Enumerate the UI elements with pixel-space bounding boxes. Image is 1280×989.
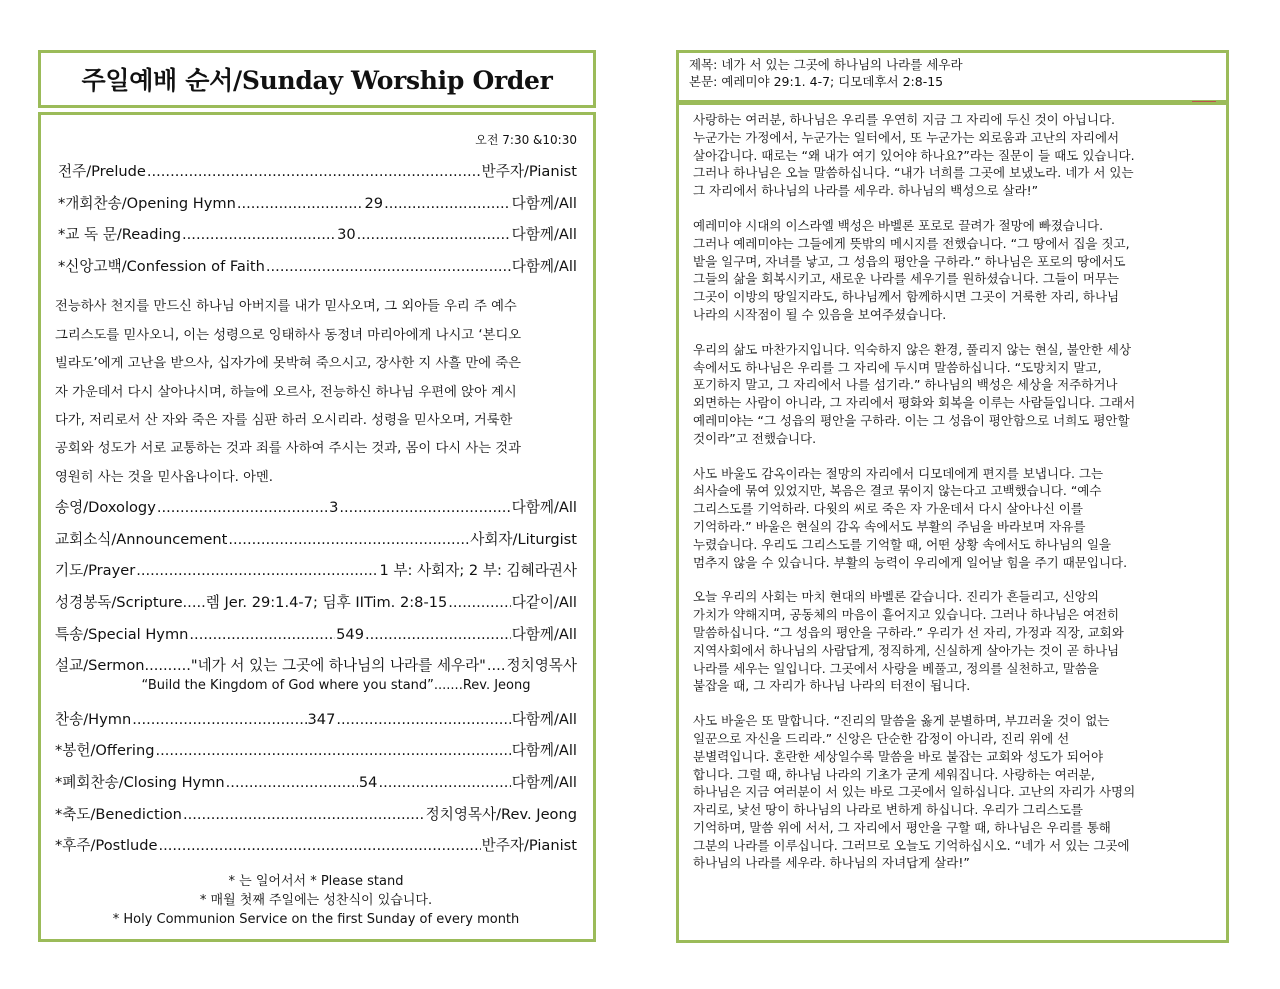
order-item-leader: 다함께/All (511, 742, 577, 760)
order-item (55, 192, 577, 224)
leader-dots (365, 626, 511, 643)
leader-dots (384, 195, 511, 212)
order-item-number: 3 (329, 499, 339, 517)
sermon-line: 살아갑니다. 때로는 “왜 내가 여기 있어야 하나요?”라는 질문이 들 때도 있습니다. (693, 147, 1135, 163)
order-item-number: 549 (336, 625, 364, 643)
order-item-label: *교 독 문/Reading (58, 226, 182, 244)
sermon-line: 예레미야 시대의 이스라엘 백성은 바벨론 포로로 끌려가 절망에 빠졌습니다. (693, 217, 1104, 233)
creed-line: 다가, 저리로서 산 자와 죽은 자를 심판 하러 오시리라. 성령을 믿사오며, 거룩한 (55, 413, 513, 428)
order-item-number: 29 (364, 194, 384, 212)
order-item-label: 전주/Prelude (58, 163, 146, 180)
leader-dots (183, 806, 425, 823)
sermon-line: 포기하지 말고, 그 자리에서 나를 섬기라.” 하나님의 백성은 세상을 저주하거나 (693, 377, 1118, 393)
creed-line: 빌라도’에게 고난을 받으사, 십자가에 못박혀 죽으시고, 장사한 지 사흘 만에 죽은 (55, 356, 521, 372)
order-item-leader: 다함께/All (511, 625, 577, 643)
order-item-leader: 정치영목사 (506, 657, 577, 675)
order-item-leader: 정치영목사/Rev. Jeong (425, 805, 577, 823)
order-item (55, 739, 577, 771)
sermon-line: 사랑하는 여러분, 하나님은 우리를 우연히 지금 그 자리에 두신 것이 아닙니다. (693, 112, 1116, 127)
sermon-line: 가치가 약해지며, 공동체의 마음이 흩어지고 있습니다. 그러나 하나님은 여전히 (693, 607, 1120, 623)
order-item-leader: 다함께/All (511, 710, 577, 728)
order-mid-list (55, 496, 577, 686)
sermon-line: 누렸습니다. 우리도 그리스도를 기억할 때, 어떤 상황 속에서도 하나님의 일을 (693, 536, 1112, 552)
leader-dots (237, 195, 364, 212)
note-line: * 매월 첫째 주일에는 성찬식이 있습니다. (199, 892, 433, 908)
sermon-english-title: “Build the Kingdom of God where you stand”.......Rev. Jeong (141, 677, 531, 693)
leader-dots (159, 837, 481, 854)
order-item-leader: 1 부: 사회자; 2 부: 김혜라권사 (379, 562, 577, 580)
order-item (55, 255, 577, 287)
order-item-number: 54 (358, 773, 378, 791)
sermon-line: 하나님의 나라를 세우라. 하나님의 자녀답게 살라!” (693, 855, 970, 871)
order-item-label: *봉헌/Offering (55, 742, 155, 760)
creed-line: 그리스도를 믿사오니, 이는 성령으로 잉태하사 동정녀 마리아에게 나시고 ‘본디오 (55, 327, 522, 343)
leader-dots (156, 742, 511, 759)
order-item-label: *폐회찬송/Closing Hymn (55, 773, 225, 791)
order-item-leader: 다함께/All (511, 226, 577, 244)
order-item (55, 223, 577, 255)
page-title: 주일예배 순서/Sunday Worship Order (81, 66, 553, 95)
leader-dots (189, 626, 335, 643)
order-item-label: 특송/Special Hymn (55, 625, 189, 643)
order-item (55, 591, 577, 623)
order-bottom-list (55, 708, 577, 866)
order-item-leader: 다함께/All (511, 499, 577, 517)
order-item (55, 803, 577, 835)
sermon-line: 나라의 시작점이 될 수 있음을 보여주셨습니다. (693, 306, 947, 322)
service-time: 오전 7:30 &10:30 (475, 133, 577, 147)
order-item-label: *신앙고백/Confession of Faith (58, 257, 265, 275)
order-item-leader: 다함께/All (511, 257, 577, 275)
sermon-line: 기억하라.” 바울은 현실의 감옥 속에서도 부활의 주님을 바라보며 자유를 (693, 518, 1086, 534)
order-item-label: 교회소식/Announcement (55, 530, 228, 548)
sermon-line: 그분의 나라를 이루십니다. 그러므로 오늘도 기억하십시오. “네가 서 있는 그곳에 (693, 837, 1130, 853)
sermon-line: 그 자리에서 하나님의 나라를 세우라. 하나님의 백성으로 살라!” (693, 183, 1039, 199)
order-item (55, 771, 577, 803)
order-item (55, 528, 577, 560)
notes (55, 872, 577, 929)
order-item (55, 160, 577, 192)
leader-dots (336, 711, 510, 728)
note-line: * Holy Communion Service on the first Sunday of every month (112, 911, 520, 927)
sermon-line: 기억하며, 말씀 위에 서서, 그 자리에서 평안을 구할 때, 하나님은 우리를 통해 (693, 819, 1111, 835)
order-item-leader: 다같이/All (511, 594, 577, 611)
leader-dots (339, 499, 510, 516)
order-item-label: 찬송/Hymn (55, 710, 132, 728)
leader-dots (226, 774, 358, 791)
sermon-line: 누군가는 가정에서, 누군가는 일터에서, 또 누군가는 외로움과 고난의 자리에서 (693, 129, 1120, 145)
leader-dots (157, 499, 328, 516)
sermon-line: 예레미야는 “그 성읍의 평안을 구하라. 이는 그 성읍이 평안함으로 너희도 평안할 (693, 412, 1130, 428)
apostles-creed (55, 293, 577, 492)
order-item-leader: 다함께/All (511, 773, 577, 791)
leader-dots (448, 594, 510, 611)
worship-order-panel (38, 112, 596, 942)
sermon-line: 분별력입니다. 혼란한 세상일수록 말씀을 바로 붙잡는 교회와 성도가 되어야 (693, 748, 1104, 764)
creed-line: 전능하사 천지를 만드신 하나님 아버지를 내가 믿사오며, 그 외아들 우리 주 예수 (55, 299, 517, 315)
sermon-paragraph (693, 712, 1216, 872)
order-item-leader: 다함께/All (511, 194, 577, 212)
sermon-line: 그러나 하나님은 오늘 말씀하십니다. “내가 너희를 그곳에 보냈노라. 네가 서 있는 (693, 165, 1134, 181)
sermon-line: 오늘 우리의 사회는 마치 현대의 바벨론 같습니다. 진리가 흔들리고, 신앙의 (693, 589, 1099, 605)
order-item-label: *개회찬송/Opening Hymn (58, 194, 236, 212)
sermon-line: 사도 바울도 감옥이라는 절망의 자리에서 디모데에게 편지를 보냅니다. 그는 (693, 465, 1104, 481)
order-item-label: *축도/Benediction (55, 805, 182, 823)
title-panel (38, 50, 596, 108)
order-item (55, 559, 577, 591)
leader-dots (266, 258, 511, 275)
sermon-paragraph (693, 341, 1216, 448)
sermon-line: 멈추지 않을 수 있습니다. 부활의 능력이 우리에게 일어날 힘을 주기 때문입니다. (693, 554, 1128, 570)
sermon-line: 외면하는 사람이 아니라, 그 자리에서 평화와 회복을 이루는 사람들입니다. 그래서 (693, 395, 1136, 411)
sermon-header-panel (676, 50, 1229, 103)
sermon-paragraph (693, 111, 1216, 200)
order-item-number: 347 (307, 710, 336, 728)
creed-line: 공회와 성도가 서로 교통하는 것과 죄를 사하여 주시는 것과, 몸이 다시 사는 것과 (55, 441, 521, 457)
leader-dots (182, 226, 336, 243)
order-item-leader: 반주자/Pianist (481, 837, 577, 855)
sermon-line: 지역사회에서 하나님의 사람답게, 정직하게, 신실하게 살아가는 것이 곧 하나님 (693, 642, 1120, 658)
sermon-line: 그곳이 이방의 땅일지라도, 하나님께서 함께하시면 그곳이 거룩한 자리, 하나님 (693, 289, 1120, 305)
sermon-line: 일꾼으로 자신을 드리라.” 신앙은 단순한 감정이 아니라, 진리 위에 선 (693, 730, 1070, 746)
sermon-paragraph (693, 588, 1216, 695)
sermon-paragraph (693, 465, 1216, 572)
order-item-label: 성경봉독/Scripture.....렘 Jer. 29:1.4-7; 딤후 IITim. 2:8-15 (55, 594, 448, 611)
note-line: * 는 일어서서 * Please stand (228, 873, 404, 889)
sermon-body-panel (676, 102, 1229, 943)
sermon-line: 합니다. 그럴 때, 하나님 나라의 기초가 굳게 세워집니다. 사랑하는 여러분, (693, 766, 1095, 782)
order-item-number: 30 (337, 226, 356, 244)
leader-dots (132, 711, 306, 728)
sermon-line: 그들의 삶을 회복시키고, 새로운 나라를 세우기를 원하셨습니다. 그들이 머무는 (693, 271, 1120, 287)
order-item (55, 623, 577, 655)
order-item-leader: 사회자/Liturgist (470, 530, 577, 548)
leader-dots (487, 657, 506, 674)
sermon-line: 그리스도를 기억하라. 다윗의 씨로 죽은 자 가운데서 다시 살아나신 이를 (693, 501, 1083, 517)
leader-dots (357, 226, 511, 243)
order-item-label: 기도/Prayer (55, 562, 136, 580)
sermon-line: 그러나 예레미야는 그들에게 뜻밖의 메시지를 전했습니다. “그 땅에서 집을 짓고, (693, 235, 1130, 251)
order-item-label: 송영/Doxology (55, 499, 156, 517)
order-item-label: *후주/Postlude (55, 837, 158, 855)
leader-dots (136, 562, 378, 579)
sermon-line: 쇠사슬에 묶여 있었지만, 복음은 결코 묶이지 않는다고 고백했습니다. “예수 (693, 483, 1102, 499)
sermon-line: 사도 바울은 또 말합니다. “진리의 말씀을 옳게 분별하며, 부끄러울 것이 없는 (693, 713, 1110, 729)
sermon-title: 제목: 네가 서 있는 그곳에 하나님의 나라를 세우라 (689, 57, 963, 72)
creed-line: 자 가운데서 다시 살아나시며, 하늘에 오르사, 전능하신 하나님 우편에 앉아 계시 (55, 384, 517, 400)
order-item (55, 496, 577, 528)
sermon-line: 하나님은 지금 여러분이 서 있는 바로 그곳에서 일하십니다. 고난의 자리가 사명의 (693, 784, 1136, 800)
leader-dots (378, 774, 510, 791)
leader-dots (228, 531, 469, 548)
sermon-line: 속에서도 하나님은 우리를 그 자리에 두시며 말씀하십니다. “도망치지 말고, (693, 359, 1102, 375)
order-item (55, 708, 577, 740)
sermon-line: 자리로, 낯선 땅이 하나님의 나라로 변하게 하십니다. 우리가 그리스도를 (693, 802, 1083, 818)
sermon-line: 우리의 삶도 마찬가지입니다. 익숙하지 않은 환경, 풀리지 않는 현실, 불안한 세상 (693, 341, 1132, 357)
leader-dots (147, 163, 481, 180)
order-item-label: 설교/Sermon.........."네가 서 있는 그곳에 하나님의 나라를 세우라" (55, 657, 486, 675)
creed-line: 영원히 사는 것을 믿사옵나이다. 아멘. (55, 469, 274, 485)
sermon-line: 나라를 세우는 일입니다. 그곳에서 사랑을 베풀고, 정의를 실천하고, 말씀을 (693, 660, 1099, 676)
order-item (55, 834, 577, 866)
sermon-line: 말씀하십니다. “그 성읍의 평안을 구하라.” 우리가 선 자리, 가정과 직장, 교회와 (693, 624, 1124, 640)
sermon-line: 것이라”고 전했습니다. (693, 430, 817, 446)
sermon-paragraph (693, 217, 1216, 324)
order-top-list (55, 160, 577, 286)
sermon-line: 밭을 일구며, 자녀를 낳고, 그 성읍의 평안을 구하라.” 하나님은 포로의 땅에서도 (693, 253, 1126, 269)
sermon-scripture-ref: 본문: 예레미야 29:1. 4-7; 디모데후서 2:8-15 (689, 74, 944, 89)
order-item-leader: 반주자/Pianist (481, 163, 577, 180)
sermon-line: 붙잡을 때, 그 자리가 하나님 나라의 터전이 됩니다. (693, 678, 971, 694)
